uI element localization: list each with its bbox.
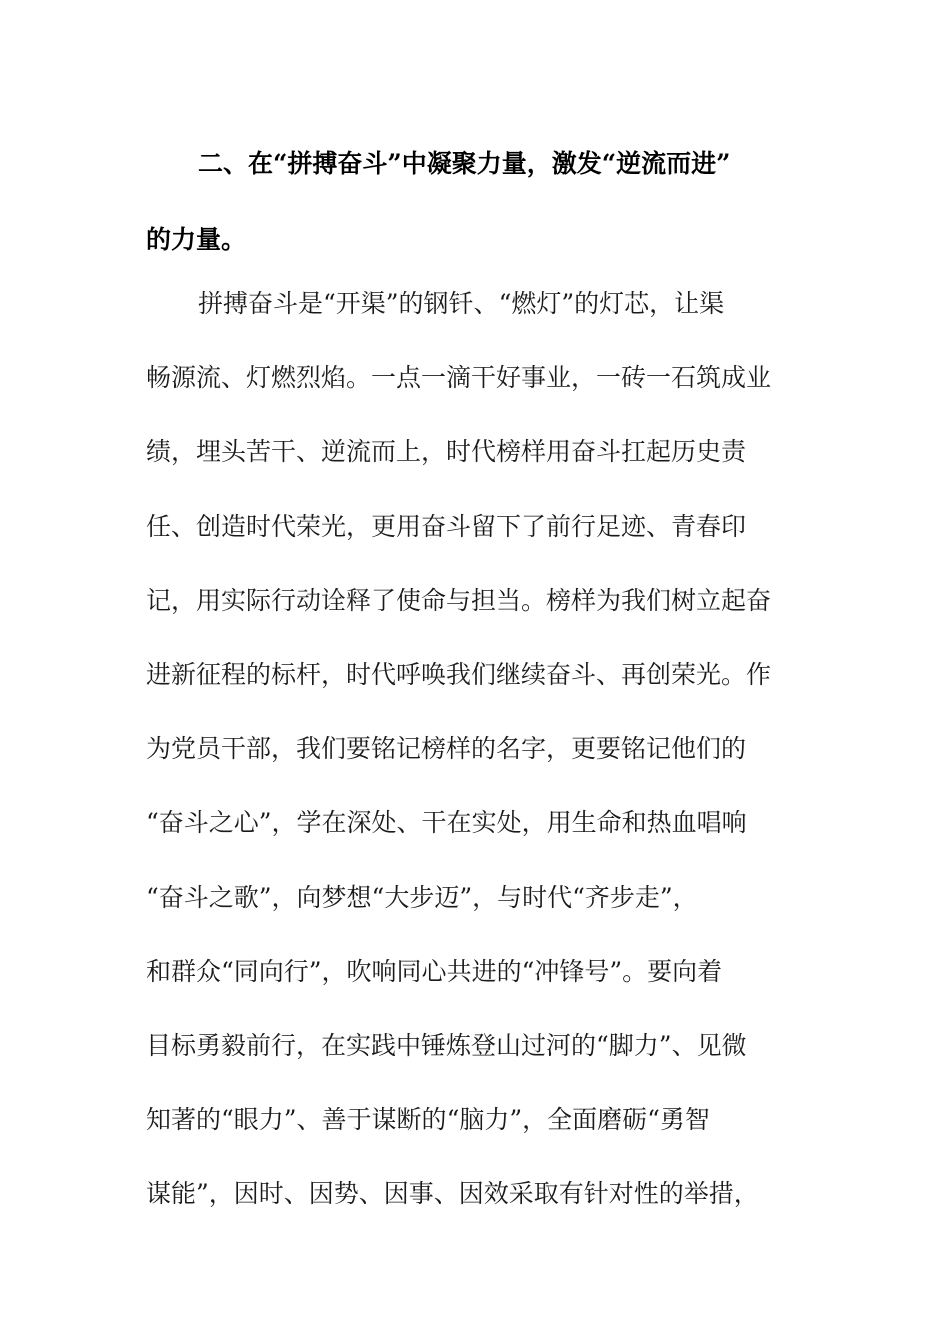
paragraph-line: 为党员干部，我们要铭记榜样的名字，更要铭记他们的: [146, 734, 747, 764]
body-paragraph: [146, 267, 786, 1232]
heading-line: 的力量。: [146, 225, 247, 254]
paragraph-line: 任、创造时代荣光，更用奋斗留下了前行足迹、青春印: [146, 511, 747, 541]
paragraph-line: 畅源流、灯燃烈焰。一点一滴干好事业，一砖一石筑成业: [146, 363, 772, 393]
paragraph-line: 知著的“眼力”、善于谋断的“脑力”，全面磨砺“勇智: [146, 1105, 710, 1135]
paragraph-line: “奋斗之歌”，向梦想“大步迈”，与时代“齐步走”，: [146, 882, 698, 912]
paragraph-line: 谋能”，因时、因势、因事、因效采取有针对性的举措，: [146, 1179, 759, 1209]
paragraph-line: 进新征程的标杆，时代呼唤我们继续奋斗、再创荣光。作: [146, 660, 772, 690]
paragraph-line: 目标勇毅前行，在实践中锤炼登山过河的“脚力”、见微: [146, 1031, 747, 1061]
section-heading: [146, 126, 786, 278]
paragraph-line: “奋斗之心”，学在深处、干在实处，用生命和热血唱响: [146, 808, 747, 838]
paragraph-line: 拼搏奋斗是“开渠”的钢钎、“燃灯”的灯芯，让渠: [198, 289, 725, 318]
paragraph-line: 记，用实际行动诠释了使命与担当。榜样为我们树立起奋: [146, 585, 772, 615]
paragraph-line: 和群众“同向行”，吹响同心共进的“冲锋号”。要向着: [146, 956, 723, 986]
heading-line: 二、在“拼搏奋斗”中凝聚力量，激发“逆流而进”: [198, 149, 731, 178]
paragraph-line: 绩，埋头苦干、逆流而上，时代榜样用奋斗扛起历史责: [146, 437, 747, 467]
